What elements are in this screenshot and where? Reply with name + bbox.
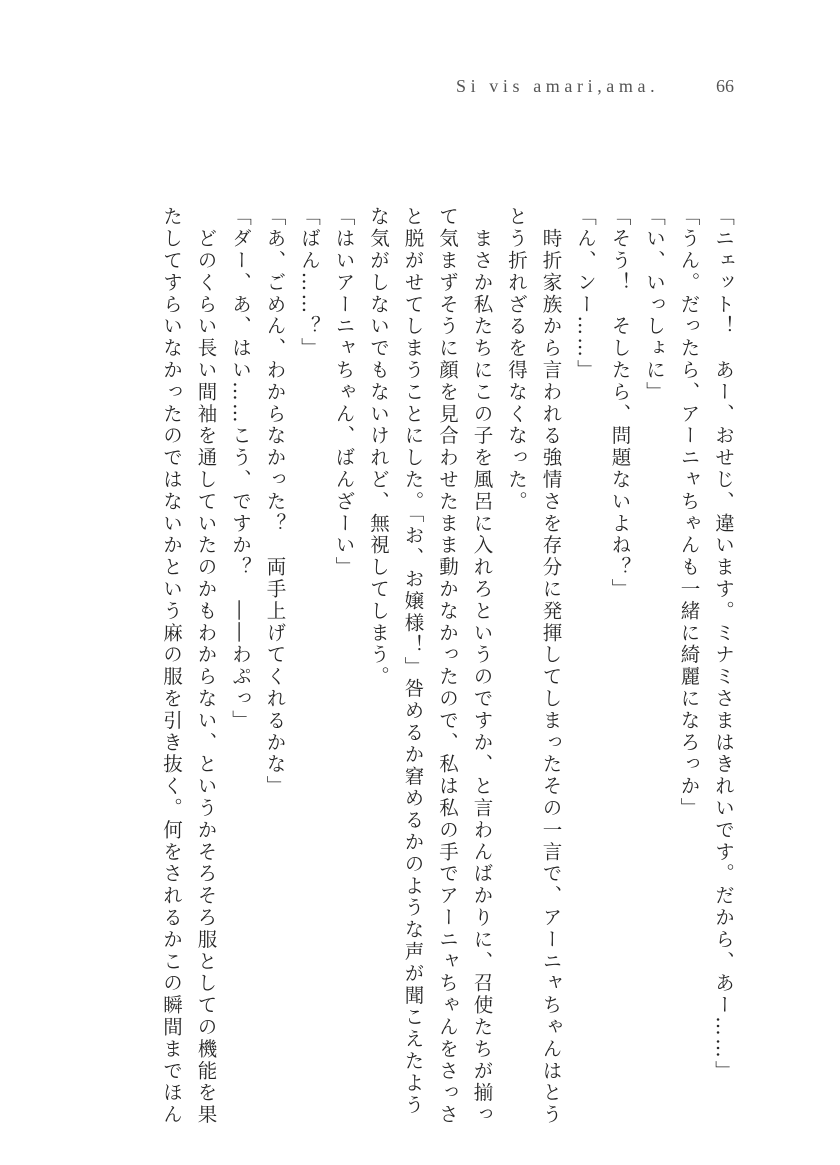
text-line: 「あ、ごめん、わからなかった？ 両手上げてくれるかな」 xyxy=(263,206,287,798)
text-line: 「ばん……？」 xyxy=(298,206,321,360)
text-line: 「い、いっしょに」 xyxy=(643,206,666,404)
page-number: 66 xyxy=(716,76,734,96)
text-line: 「そう！ そしたら、問題ないよね？」 xyxy=(608,206,632,601)
text-line: どのくらい長い間袖を通していたのかもわからない、というかそろそろ服としての機能を果 xyxy=(194,206,218,1126)
text-line: 「はいアーニャちゃん、ばんざーい」 xyxy=(332,206,356,579)
text-line: たしてすらいなかったのではないかという麻の服を引き抜く。何をされるかこの瞬間までほん xyxy=(160,206,183,1126)
text-line: と脱がせてしまうことにした。「お、お嬢様！」咎めるか窘めるかのような声が聞こえたよう xyxy=(401,206,425,1117)
body-text xyxy=(154,206,741,1126)
text-line: とう折れざるを得なくなった。 xyxy=(505,206,528,513)
text-line: て気まずそうに顔を見合わせたまま動かなかったので、私は私の手でアーニャちゃんをさっさ xyxy=(436,206,459,1126)
text-line: 「ん、ンー……」 xyxy=(574,206,597,382)
text-line: 「うん。だったら、アーニャちゃんも一緒に綺麗になろっか」 xyxy=(677,206,701,820)
text-line: 「ダー、あ、はい……こう、ですか？ ――わぷっ」 xyxy=(229,206,252,732)
text-line: な気がしないでもないけれど、無視してしまう。 xyxy=(367,206,390,688)
text-line: まさか私たちにこの子を風呂に入れろというのですか、と言わんばかりに、召使たちが揃っ xyxy=(470,206,494,1126)
text-line: 「ニェット！ あー、おせじ、違います。ミナミさまはきれいです。だから、あー……」 xyxy=(712,206,735,1082)
running-header-title: Si vis amari,ama. xyxy=(456,76,660,96)
text-line: 時折家族から言われる強情さを存分に発揮してしまったその一言で、アーニャちゃんはとう xyxy=(539,206,563,1126)
